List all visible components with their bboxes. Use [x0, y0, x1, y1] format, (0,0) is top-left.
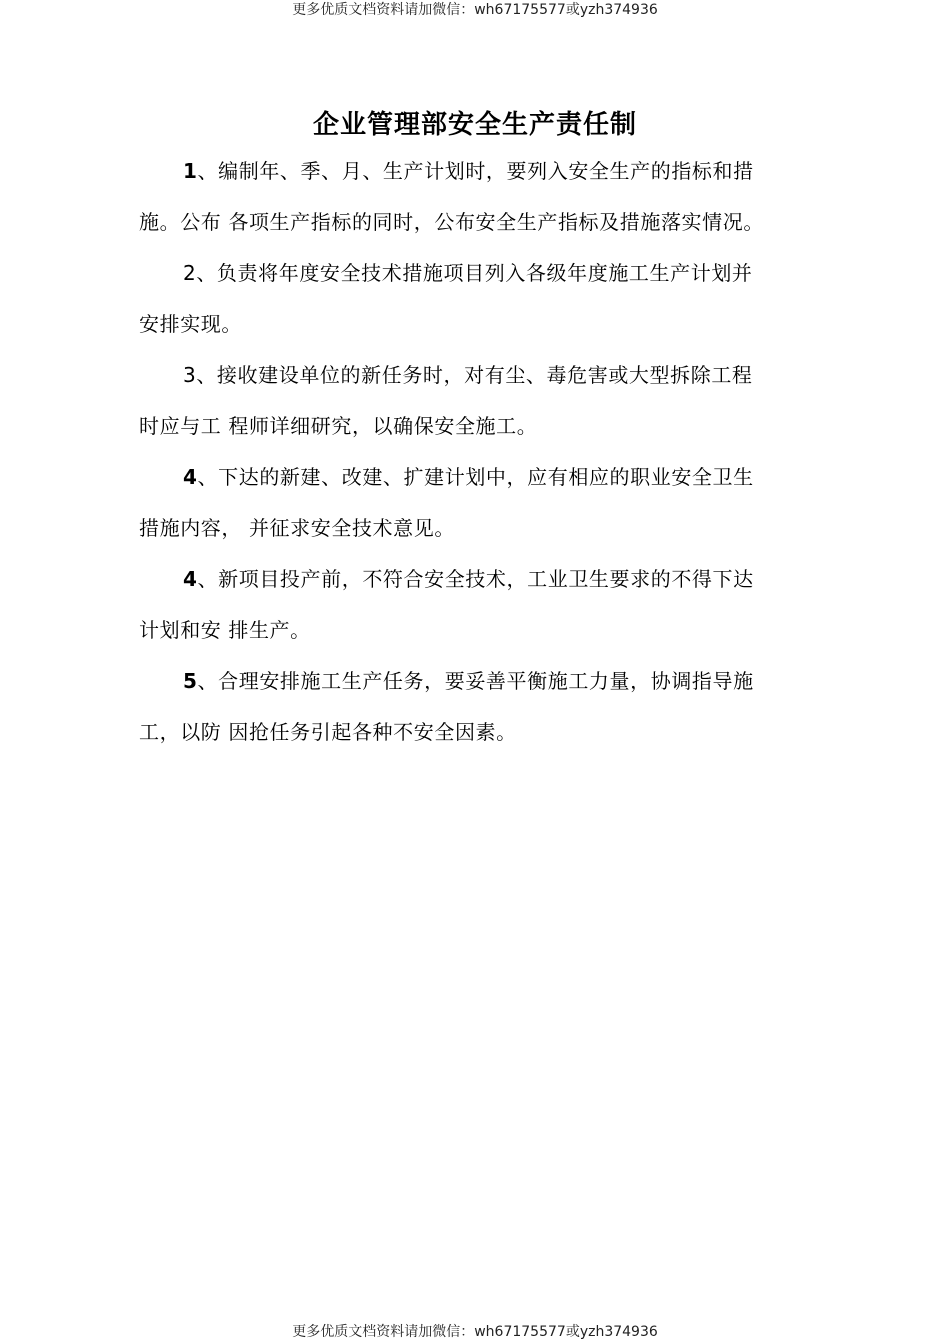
document-title: 企业管理部安全生产责任制	[312, 110, 637, 141]
paragraph-number: 4	[183, 465, 198, 489]
paragraph-line: 措施内容， 并征求安全技术意见。	[139, 516, 455, 540]
paragraph-line: 计划和安 排生产。	[139, 618, 311, 642]
paragraph-4	[139, 452, 799, 554]
paragraph-number: 3	[183, 363, 197, 387]
paragraph-number: 4	[183, 567, 198, 591]
paragraph-number: 2	[183, 261, 197, 285]
paragraph-text: 、合理安排施工生产任务，要妥善平衡施工力量，协调指导施	[197, 669, 754, 693]
paragraph-text: 、接收建设单位的新任务时，对有尘、毒危害或大型拆除工程	[196, 363, 753, 387]
paragraph-2	[139, 248, 799, 350]
paragraph-line	[139, 248, 799, 299]
paragraph-line	[139, 656, 799, 707]
paragraph-line: 施。公布 各项生产指标的同时，公布安全生产指标及措施落实情况。	[139, 210, 764, 234]
paragraph-text: 、编制年、季、月、生产计划时，要列入安全生产的指标和措	[197, 159, 754, 183]
paragraph-3	[139, 350, 799, 452]
paragraph-number: 5	[183, 669, 198, 693]
paragraph-number: 1	[183, 159, 198, 183]
paragraph-1	[139, 146, 799, 248]
page-footer: 更多优质文档资料请加微信：wh67175577或yzh374936	[292, 1324, 658, 1340]
paragraph-line: 安排实现。	[139, 312, 242, 336]
paragraph-line	[139, 452, 799, 503]
paragraph-line	[139, 350, 799, 401]
paragraph-line	[139, 554, 799, 605]
paragraph-6	[139, 656, 799, 758]
paragraph-5	[139, 554, 799, 656]
paragraph-line: 时应与工 程师详细研究，以确保安全施工。	[139, 414, 538, 438]
paragraph-text: 、下达的新建、改建、扩建计划中，应有相应的职业安全卫生	[197, 465, 754, 489]
paragraph-line: 工，以防 因抢任务引起各种不安全因素。	[139, 720, 517, 744]
document-body	[139, 146, 799, 758]
paragraph-text: 、新项目投产前，不符合安全技术，工业卫生要求的不得下达	[197, 567, 754, 591]
page-header: 更多优质文档资料请加微信：wh67175577或yzh374936	[292, 2, 658, 18]
paragraph-line	[139, 146, 799, 197]
paragraph-text: 、负责将年度安全技术措施项目列入各级年度施工生产计划并	[196, 261, 753, 285]
